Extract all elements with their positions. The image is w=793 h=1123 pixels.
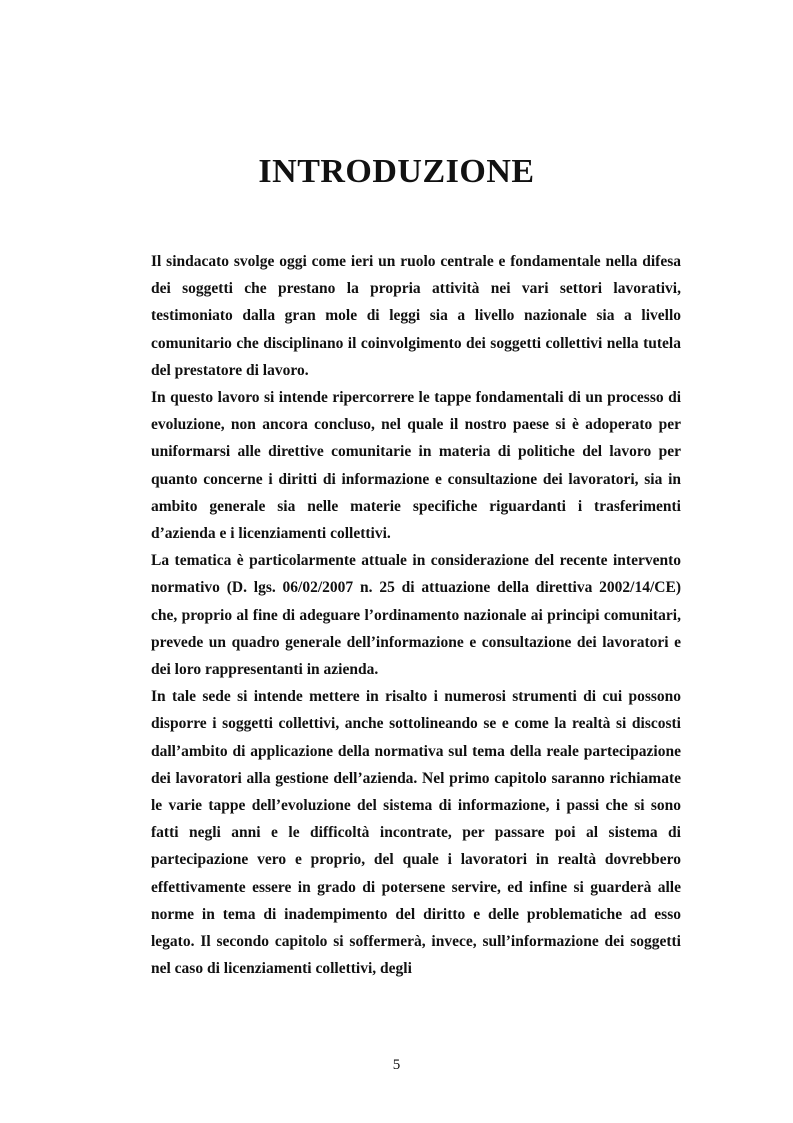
page-title: INTRODUZIONE [258,153,535,190]
paragraph-2: In questo lavoro si intende ripercorrere le tappe fondamentali di un processo di evoluzione, non ancora concluso, nel quale il nostro paese si è adoperato per uniformarsi alle direttive comunitarie in materia di politiche del lavoro per quanto concerne i diritti di informazione e consultazione dei lavoratori, sia in ambito generale sia nelle materie specifiche riguardanti i trasferimenti d’azienda e i licenziamenti collettivi. [151,389,681,543]
paragraph-3: La tematica è particolarmente attuale in considerazione del recente intervento normativo (D. lgs. 06/02/2007 n. 25 di attuazione della direttiva 2002/14/CE) che, proprio al fine di adeguare l’ordinamento nazionale ai principi comunitari, prevede un quadro generale dell’informazione e consultazione dei lavoratori e dei loro rappresentanti in azienda. [151,552,681,679]
paragraph-1: Il sindacato svolge oggi come ieri un ruolo centrale e fondamentale nella difesa dei soggetti che prestano la propria attività nei vari settori lavorativi, testimoniato dalla gran mole di leggi sia a livello nazionale sia a livello comunitario che disciplinano il coinvolgimento dei soggetti collettivi nella tutela del prestatore di lavoro. [151,253,681,379]
document-body [151,248,681,982]
page-number: 5 [392,1057,401,1073]
paragraph-4: In tale sede si intende mettere in risalto i numerosi strumenti di cui possono disporre i soggetti collettivi, anche sottolineando se e come la realtà si discosti dall’ambito di applicazione della normativa sul tema della reale partecipazione dei lavoratori alla gestione dell’azienda. Nel primo capitolo saranno richiamate le varie tappe dell’evoluzione del sistema di informazione, i passi che si sono fatti negli anni e le difficoltà incontrate, per passare poi al sistema di partecipazione vero e proprio, del quale i lavoratori in realtà dovrebbero effettivamente essere in grado di potersene servire, ed infine si guarderà alle norme in tema di inadempimento del diritto e delle problematiche ad esso legato. Il secondo capitolo si soffermerà, invece, sull’informazione dei soggetti nel caso di licenziamenti collettivi, degli [151,688,681,978]
